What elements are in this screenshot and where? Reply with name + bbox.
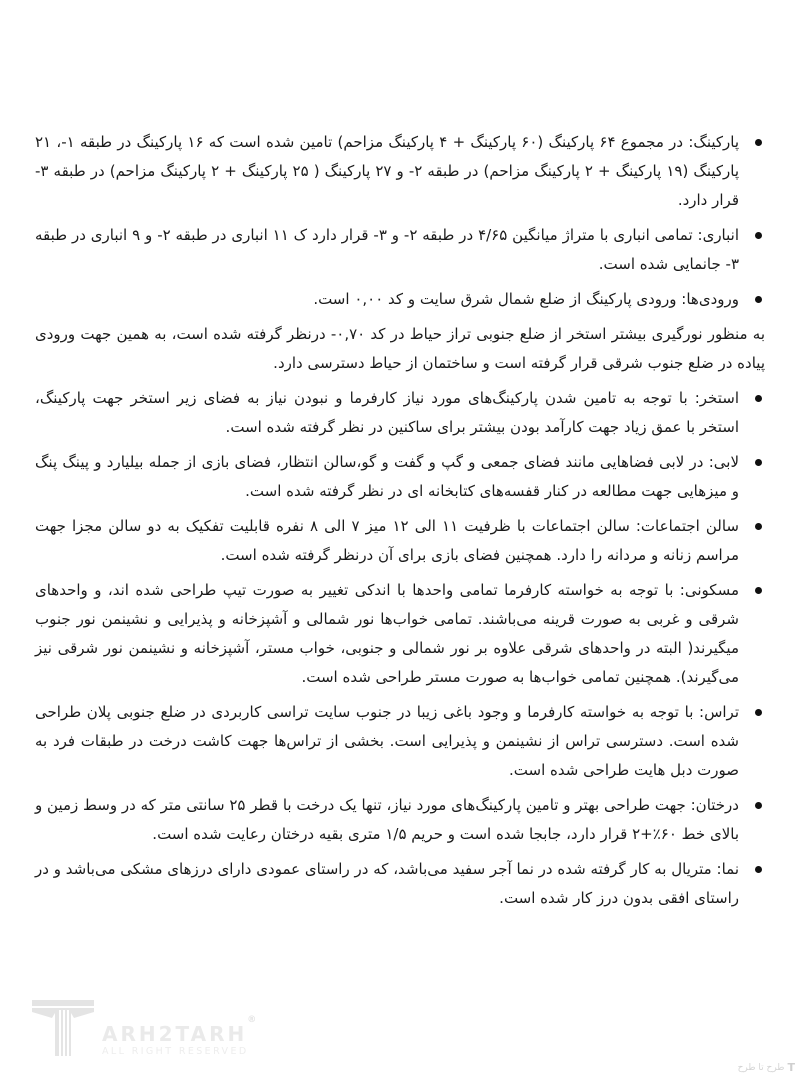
bullet-item-facade <box>35 855 765 913</box>
logo-wordmark <box>102 1014 260 1046</box>
bullet-icon <box>755 587 762 594</box>
bullet-icon <box>755 866 762 873</box>
bullet-text-parking: پارکینگ: در مجموع ۶۴ پارکینگ (۶۰ پارکینگ + ۴ پارکینگ مزاحم) تامین شده است که ۱۶ پارکینگ در طبقه ۱-، ۲۱ پارکینگ (۱۹ پارکینگ + ۲ پارکینگ مزاحم) در طبقه ۲- و ۲۷ پارکینگ ( ۲۵ پارکینگ + ۲ پارکینگ مزاحم) در طبقه ۳- قرار دارد. <box>35 133 739 209</box>
bullet-icon <box>755 139 762 146</box>
bullet-icon <box>755 523 762 530</box>
watermark-text: طرح تا طرح <box>737 1062 785 1073</box>
bullet-item-entrances <box>35 285 765 314</box>
bullet-item-pool <box>35 384 765 442</box>
watermark <box>738 1061 795 1074</box>
bullet-text-lobby: لابی: در لابی فضاهایی مانند فضای جمعی و گپ و گفت و گو،سالن انتظار، فضای بازی از جمله بیلیارد و پینگ پنگ و میزهایی جهت مطالعه در کنار قفسه‌های کتابخانه ای در نظر گرفته شده است. <box>35 453 739 500</box>
bullet-icon <box>755 802 762 809</box>
bullet-text-pool: استخر: با توجه به تامین شدن پارکینگ‌های مورد نیاز کارفرما و نبودن نیاز به فضای زیر استخر جهت پارکینگ، استخر با عمق زیاد جهت کارآمد بودن بیشتر برای ساکنین در نظر گرفته شده است. <box>35 389 739 436</box>
bullet-list-bottom <box>35 384 765 913</box>
bullet-icon <box>755 459 762 466</box>
tarh2tarh-logo <box>34 996 259 1058</box>
logo-word-text: ARH2TARH <box>102 1021 248 1046</box>
logo-tagline: ALL RIGHT RESERVED <box>102 1045 249 1057</box>
bullet-item-lobby <box>35 448 765 506</box>
bullet-item-storage <box>35 221 765 279</box>
bullet-icon <box>755 395 762 402</box>
watermark-t-icon: T <box>787 1061 795 1074</box>
note-paragraph: به منظور نورگیری بیشتر استخر از ضلع جنوبی تراز حیاط در کد ۰,۷۰- درنظر گرفته شده است، به همین جهت ورودی پیاده در ضلع جنوب شرقی قرار گرفته است و ساختمان از حیاط دسترسی دارد. <box>35 325 765 372</box>
bullet-item-terrace <box>35 698 765 785</box>
bullet-icon <box>755 232 762 239</box>
bullet-text-entrances: ورودی‌ها: ورودی پارکینگ از ضلع شمال شرق سایت و کد ۰,۰۰ است. <box>313 290 739 308</box>
bullet-text-residential: مسکونی: با توجه به خواسته کارفرما تمامی واحدها با اندکی تغییر به صورت تیپ طراحی شده اند، و واحدهای شرقی و غربی به صورت قرینه می‌باشند. تمامی خواب‌ها نور شمالی و آشپزخانه و پذیرایی و نشینمن نور جنوب میگیرند( البته در واحدهای شرقی علاوه بر نور شمالی و جنوبی، خواب مستر، آشپزخانه و نشینمن نور شرقی نیز می‌گیرند). همچنین تمامی خواب‌ها به صورت مستر طراحی شده است. <box>35 581 739 686</box>
bullet-text-assembly-hall: سالن اجتماعات: سالن اجتماعات با ظرفیت ۱۱ الی ۱۲ میز ۷ الی ۸ نفره قابلیت تفکیک به دو سالن مجزا جهت مراسم زنانه و مردانه را دارد. همچنین فضای بازی برای آن درنظر گرفته شده است. <box>35 517 739 564</box>
bullet-text-facade: نما: متریال به کار گرفته شده در نما آجر سفید می‌باشد، که در راستای عمودی دارای درزهای مشکی می‌باشد و در راستای افقی بدون درز کار شده است. <box>35 860 739 907</box>
bullet-text-trees: درختان: جهت طراحی بهتر و تامین پارکینگ‌های مورد نیاز، تنها یک درخت با قطر ۲۵ سانتی متر که در وسط زمین و بالای خط ⁦۲+٪۶۰⁩ قرار دارد، جابجا شده است و حریم ۱/۵ متری بقیه درختان رعایت شده است. <box>35 796 739 843</box>
bullet-text-storage: انباری: تمامی انباری با متراژ میانگین ۴/۶۵ در طبقه ۲- و ۳- قرار دارد ک ۱۱ انباری در طبقه ۲- و ۹ انباری در طبقه ۳- جانمایی شده است. <box>35 226 739 273</box>
bullet-item-trees <box>35 791 765 849</box>
bullet-item-assembly-hall <box>35 512 765 570</box>
bullet-item-residential <box>35 576 765 692</box>
column-t-icon <box>28 996 102 1058</box>
document-body <box>35 128 765 919</box>
registered-mark: ® <box>247 1014 260 1025</box>
bullet-item-parking <box>35 128 765 215</box>
bullet-icon <box>755 296 762 303</box>
bullet-icon <box>755 709 762 716</box>
logo-text-block <box>102 1014 260 1057</box>
bullet-list-top <box>35 128 765 314</box>
bullet-text-terrace: تراس: با توجه به خواسته کارفرما و وجود باغی زیبا در جنوب سایت تراسی کاربردی در ضلع جنوبی پلان طراحی شده است. دسترسی تراس از نشینمن و پذیرایی است. بخشی از تراس‌ها جهت کاشت درخت در طبقات فرد به صورت دبل هایت طراحی شده است. <box>35 703 739 779</box>
